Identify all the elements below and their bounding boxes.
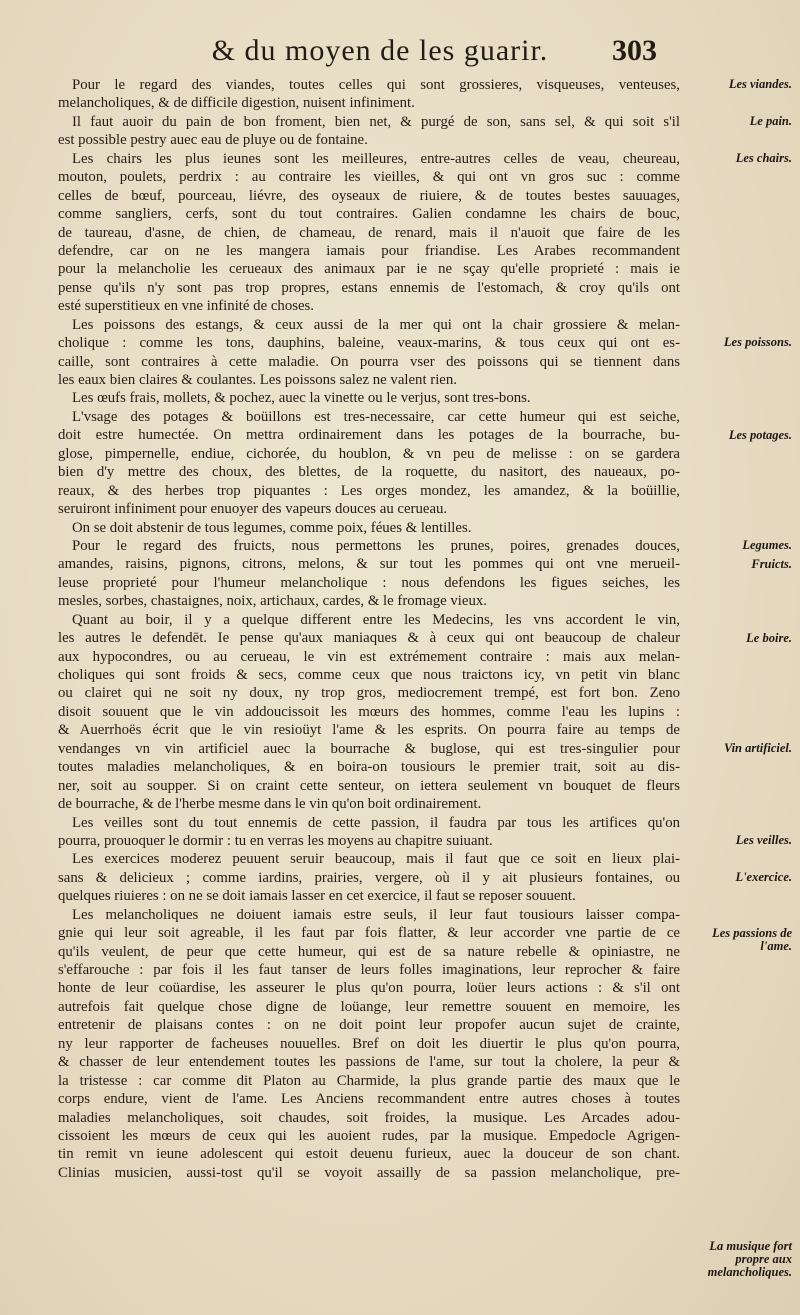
text-line: Les œufs frais, mollets, & pochez, auec la vinette ou le verjus, sont tres-bons. <box>72 390 531 407</box>
text-line: Clinias musicien, aussi-tost qu'il se voyoit assailly de sa passion melancholique, pre- <box>58 1164 680 1181</box>
text-line: ou clairet qui ne soit ny doux, ny trop gros, mediocrement trempé, est fort bon. Zeno <box>58 685 680 702</box>
text-line: On se doit abstenir de tous legumes, comme poix, féues & lentilles. <box>72 519 472 536</box>
text-line: ny leur rapporter de facheuses nouuelles. Bref on doit les diuertir le plus qu'on pourra, <box>58 1035 680 1052</box>
text-line: & Auerrhoës écrit que le vin resioüyt l'ame & les esprits. On pourra faire au temps de <box>58 722 680 739</box>
text-line: mouton, poulets, perdrix : au contraire les vieilles, & qui ont vn gros suc : comme <box>58 169 680 186</box>
text-line: bien d'y mettre des choux, des blettes, de la roquette, du nasitort, des naueaux, po- <box>58 464 680 481</box>
text-line: s'effarouche : par fois il les faut tanser de leurs folles imaginations, leur reprocher & faire <box>58 962 680 978</box>
text-line: amandes, raisins, pignons, citrons, melons, & sur tout les pommes qui ont vne merueil- <box>58 556 680 573</box>
text-line: aux hypocondres, ou au cerueau, le vin est extrémement contraire : mais aux melan- <box>58 648 680 665</box>
text-line: corps endure, vient de l'ame. Les Anciens recommandent entre autres choses à toutes <box>58 1091 680 1108</box>
text-line: seruiront infiniment pour enuoyer des vapeurs douces au cerueau. <box>58 501 448 518</box>
margin-note: Vin artificiel. <box>723 741 792 756</box>
text-line: Les melancholiques ne doiuent iamais estre seuls, il leur faut tousiours laisser compa- <box>72 906 680 923</box>
margin-note: Les viandes. <box>728 77 792 91</box>
text-line: les eaux bien claires & coulantes. Les poissons salez ne valent rien. <box>58 372 457 388</box>
text-line: caille, sont contraires à cette maladie. On pourra vser des poissons qui se tiennent dans <box>58 353 680 370</box>
margin-note: La musique fort propre aux melancholiques. <box>707 1239 792 1280</box>
text-line: gnie qui leur soit agreable, il les faut par fois flatter, & leur accorder vne partie de ce <box>58 925 680 942</box>
margin-note: Les poissons. <box>723 335 792 350</box>
text-line: comme sangliers, cerfs, sont du tout contraires. Galien condamne les chairs de bouc, <box>58 206 680 223</box>
text-line: Pour le regard des viandes, toutes celles qui sont grossieres, visqueuses, venteuses, <box>72 77 680 93</box>
text-line: Quant au boir, il y a quelque different entre les Medecins, les vns accordent le vin, <box>72 611 680 628</box>
text-line: pourra, prouoquer le dormir : tu en verras les moyens au chapitre suiuant. <box>58 832 493 849</box>
text-line: autrefois fait quelque chose digne de loüange, leur remettre souuent en memoire, les <box>58 998 680 1015</box>
text-line: esté superstitieux en vne infinité de choses. <box>58 298 314 315</box>
text-line: Pour le regard des fruicts, nous permettons les prunes, poires, grenades douces, <box>72 537 680 554</box>
margin-note: L'exercice. <box>735 870 792 885</box>
running-head: & du moyen de les guarir. <box>211 34 549 67</box>
text-line: cissoient les mœurs de ceux qui les auoient rudes, par la musique. Empedocle Agrigen- <box>58 1127 680 1144</box>
text-line: L'vsage des potages & boüillons est tres-necessaire, car cette humeur qui est seiche, <box>72 408 680 425</box>
text-line: la tristesse : car comme dit Platon au Charmide, la plus grande partie des maux que le <box>58 1072 680 1089</box>
text-line: quelques riuieres : on ne se doit iamais lasser en cet exercice, il faut se reposer souuent. <box>58 888 576 905</box>
text-line: melancholiques, & de difficile digestion, nuisent infiniment. <box>58 95 415 112</box>
text-line: doit estre humectée. On mettra ordinairement dans les potages de la bourrache, bu- <box>58 427 680 444</box>
text-line: est possible pestry auec eau de pluye ou de fontaine. <box>58 132 368 149</box>
text-line: Les chairs les plus ieunes sont les meilleures, entre-autres celles de veau, cheureau, <box>72 150 680 167</box>
text-line: reaux, & des herbes trop piquantes : Les orges mondez, les amandez, & la boüillie, <box>58 482 680 499</box>
margin-note: Le boire. <box>746 630 792 645</box>
text-line: les autres le defendēt. Ie pense qu'aux maniaques & à ceux qui ont beaucoup de chaleur <box>58 630 680 647</box>
text-line: celles de bœuf, pourceau, liévre, des oyseaux de riuiere, & de toutes bestes sauuages, <box>58 187 680 204</box>
page-number: 303 <box>612 34 657 67</box>
text-line: ner, soit au soupper. Si on craint cette senteur, on iettera seulement vn bouquet de fleurs <box>58 777 680 794</box>
text-line: qu'ils veulent, de peur que cette humeur, qui est de sa nature rebelle & opiniastre, ne <box>58 943 680 960</box>
margin-note: Le pain. <box>749 113 792 128</box>
text-body <box>58 76 680 1182</box>
text-line: de bourrache, & de l'herbe mesme dans le vin qu'on boit ordinairement. <box>58 796 482 813</box>
margin-note: Les veilles. <box>735 833 792 848</box>
text-line: defendre, car on ne les mangera iamais pour friandise. Les Arabes recommandent <box>58 242 680 259</box>
text-line: leuse proprieté pour l'humeur melancholique : nous defendons les figues seiches, les <box>58 574 680 591</box>
text-line: disoit souuent que le vin addoucissoit les mœurs des hommes, comme l'eau les lupins : <box>58 703 680 720</box>
margin-note: Legumes. <box>742 538 792 553</box>
text-line: Il faut auoir du pain de bon froment, bien net, & purgé de son, sans sel, & qui soit s'il <box>72 113 680 130</box>
margin-note: Fruicts. <box>751 556 792 571</box>
margin-note: Les chairs. <box>735 150 792 165</box>
text-line: glose, pimpernelle, endiue, cichorée, du houblon, & vn peu de melisse : on se gardera <box>58 445 680 462</box>
text-line: mesles, sorbes, chastaignes, noix, artichaux, cardes, & le fromage vieux. <box>58 593 487 610</box>
text-line: sans & delicieux ; comme iardins, prairies, vergere, où il y ait plusieurs fontaines, ou <box>58 869 680 886</box>
text-line: cholique : comme les tons, dauphins, baleine, veaux-marins, & tous ceux qui ont es- <box>58 335 680 352</box>
margin-note: Les potages. <box>728 427 792 442</box>
text-line: vendanges vn vin artificiel auec la bourrache & buglose, qui est tres-singulier pour <box>58 740 680 757</box>
text-line: choliques qui sont froids & secs, comme ceux que nous traictons icy, vn petit vin blanc <box>58 667 680 683</box>
text-line: pense qu'ils n'y sont pas trop propres, estans ennemis de l'estomach, & croy qu'ils ont <box>58 279 680 296</box>
text-line: honte de leur coüardise, les asseurer le plus qu'on pourra, loüer leurs actions : & s'il ont <box>58 980 680 997</box>
text-line: tin remit vn ieune adolescent qui estoit deuenu furieux, auec la douceur de son chant. <box>58 1146 680 1163</box>
text-line: pour la melancholie les cerueaux des animaux par ie ne sçay qu'elle proprieté : mais ie <box>58 261 680 278</box>
text-line: toutes maladies melancholiques, & en boira-on tousiours le premier trait, soit au dis- <box>58 759 680 776</box>
text-line: Les poissons des estangs, & ceux aussi de la mer qui ont la chair grossiere & melan- <box>72 316 680 333</box>
text-line: entretenir de plaisans contes : on ne doit point leur propofer aucun sujet de crainte, <box>58 1017 680 1034</box>
margin-note: Les passions de l'ame. <box>712 925 792 953</box>
text-line: de taureau, d'asne, de chien, de chameau, de renard, mais il n'auoit que faire de les <box>58 224 680 241</box>
text-line: & chasser de leur entendement toutes les passions de l'ame, sur tout la cholere, la peur & <box>58 1054 680 1071</box>
text-line: maladies melancholiques, soit chaudes, soit froides, la musique. Les Arcades adou- <box>58 1109 680 1126</box>
text-line: Les veilles sont du tout ennemis de cette passion, il faudra par tous les artifices qu'on <box>72 814 680 831</box>
text-line: Les exercices moderez peuuent seruir beaucoup, mais il faut que ce soit en lieux plai- <box>72 851 680 868</box>
